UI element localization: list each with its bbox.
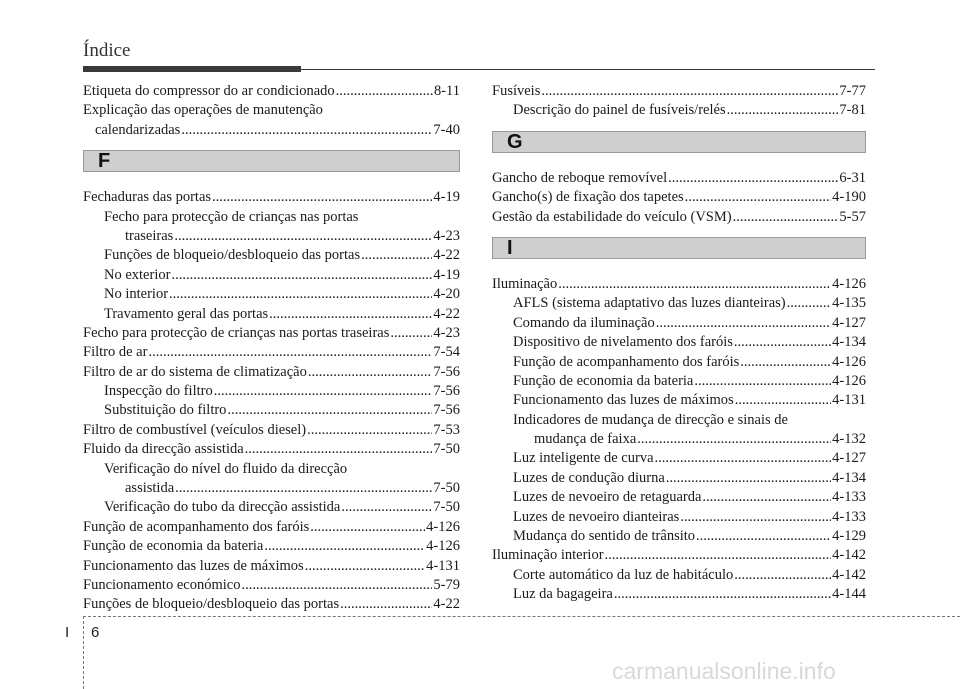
index-entry-page: 4-142 [832, 566, 866, 583]
index-entry-page: 7-77 [839, 83, 866, 99]
index-entry [492, 469, 866, 488]
index-entry-text: Luz da bagageira [513, 586, 613, 603]
dot-leader [734, 333, 831, 352]
index-entry-text: Luzes de nevoeiro de retaguarda [513, 489, 702, 506]
index-entry-text: Filtro de ar do sistema de climatização [83, 363, 307, 380]
index-entry-page: 8-11 [433, 83, 460, 99]
left-pre-entries [83, 82, 460, 140]
index-entry [83, 440, 460, 459]
right-pre-entries [492, 82, 866, 121]
index-entry-text: Corte automático da luz de habitáculo [513, 566, 734, 583]
dot-leader [668, 169, 838, 188]
index-entry-text: Gancho(s) de fixação dos tapetes [492, 189, 684, 206]
dot-leader [735, 391, 831, 410]
index-entry [492, 449, 866, 468]
index-entry-text: Explicação das operações de manutenção [83, 102, 323, 119]
dot-leader [148, 343, 432, 362]
index-entry-text: Luzes de condução diurna [513, 469, 665, 486]
index-entry [492, 430, 866, 449]
index-entry-text: Funcionamento económico [83, 576, 241, 593]
index-entry [492, 391, 866, 410]
index-entry [492, 275, 866, 294]
index-entry-text: Travamento geral das portas [104, 305, 269, 322]
index-entry-text: Função de acompanhamento dos faróis [513, 353, 740, 370]
index-entry-page: 4-131 [426, 557, 460, 574]
index-entry-page: 7-53 [433, 421, 460, 438]
index-entry [492, 488, 866, 507]
dot-leader [541, 82, 838, 101]
index-entry-text: Dispositivo de nivelamento dos faróis [513, 334, 733, 351]
dot-leader [175, 479, 432, 498]
index-entry-page: 4-134 [832, 469, 866, 486]
index-entry-text: Luz inteligente de curva [513, 450, 654, 467]
index-entry [83, 421, 460, 440]
index-entry [492, 372, 866, 391]
index-entry-page: 4-23 [433, 227, 460, 244]
left-entries [83, 188, 460, 615]
index-entry-text: traseiras [125, 227, 174, 244]
index-entry-page: 7-50 [433, 499, 460, 516]
index-entry [83, 227, 460, 246]
index-entry-text: calendarizadas [95, 121, 181, 138]
index-entry-text: Iluminação [492, 275, 558, 292]
index-entry-text: Funções de bloqueio/desbloqueio das portas [83, 596, 340, 613]
index-entry-page: 4-23 [433, 324, 460, 341]
section-letter: F [98, 150, 111, 173]
dot-leader [390, 324, 432, 343]
dot-leader [340, 595, 432, 614]
index-entry-text: mudança de faixa [534, 431, 637, 448]
dot-leader [181, 121, 432, 140]
index-entry [492, 314, 866, 333]
index-entry-page: 4-129 [832, 528, 866, 545]
index-entry-text: Indicadores de mudança de direcção e sinais de [513, 411, 788, 428]
dot-leader [656, 314, 831, 333]
index-entry-text: Função de economia da bateria [513, 372, 694, 389]
dot-leader [305, 557, 425, 576]
index-entry-page: 4-126 [832, 353, 866, 370]
right-entries-i [492, 275, 866, 605]
index-entry-page: 6-31 [839, 169, 866, 186]
index-entry [492, 411, 866, 430]
index-entry [83, 595, 460, 614]
index-entry [83, 208, 460, 227]
index-entry-page: 4-135 [832, 295, 866, 312]
index-entry-page: 4-126 [426, 538, 460, 555]
index-entry-text: Etiqueta do compressor do ar condicionado [83, 83, 335, 99]
index-entry-page: 4-144 [832, 586, 866, 603]
dot-leader [174, 227, 432, 246]
section-letter: G [507, 130, 523, 153]
dot-leader [614, 585, 831, 604]
index-entry [83, 121, 460, 140]
index-entry [492, 101, 866, 120]
index-entry-text: Fluido da direcção assistida [83, 441, 244, 458]
index-entry [83, 246, 460, 265]
index-entry-page: 4-22 [433, 596, 460, 613]
index-entry-page: 7-40 [433, 121, 460, 138]
index-entry [83, 518, 460, 537]
index-entry-text: Iluminação interior [492, 547, 604, 564]
dot-leader [241, 576, 432, 595]
index-entry-page: 7-50 [433, 480, 460, 497]
index-entry-text: Fecho para protecção de crianças nas portas traseiras [83, 324, 390, 341]
index-entry [492, 353, 866, 372]
index-entry-text: AFLS (sistema adaptativo das luzes dianteiras) [513, 295, 786, 312]
index-entry [83, 498, 460, 517]
dot-leader [694, 372, 831, 391]
index-entry-text: No interior [104, 286, 169, 303]
index-entry-page: 7-56 [433, 402, 460, 419]
dot-leader [307, 421, 432, 440]
dot-leader [680, 508, 831, 527]
index-entry-text: Fecho para protecção de crianças nas portas [104, 208, 359, 225]
section-letter: I [507, 236, 513, 259]
dot-leader [637, 430, 831, 449]
dot-leader [245, 440, 433, 459]
index-entry-text: Filtro de ar [83, 344, 148, 361]
index-entry-page: 4-22 [433, 305, 460, 322]
footer-divider [83, 616, 85, 689]
index-entry-text: Funções de bloqueio/desbloqueio das portas [104, 247, 361, 264]
dot-leader [740, 353, 831, 372]
index-entry-text: Funcionamento das luzes de máximos [513, 392, 734, 409]
index-entry [83, 324, 460, 343]
index-entry-page: 4-126 [426, 518, 460, 535]
dot-leader [605, 546, 832, 565]
dot-leader [169, 285, 432, 304]
watermark: carmanualsonline.info [612, 658, 836, 684]
index-entry [83, 343, 460, 362]
dot-leader [787, 294, 832, 313]
index-entry-page: 7-56 [433, 383, 460, 400]
index-entry [83, 401, 460, 420]
dot-leader [264, 537, 425, 556]
index-entry-page: 4-20 [433, 286, 460, 303]
dot-leader [696, 527, 831, 546]
page-title: Índice [83, 40, 131, 61]
index-entry-text: Fechaduras das portas [83, 189, 212, 206]
dot-leader [558, 275, 831, 294]
index-entry-page: 7-54 [433, 344, 460, 361]
header-rule-thin [301, 69, 875, 70]
dot-leader [227, 401, 432, 420]
index-entry [83, 305, 460, 324]
index-entry-text: Mudança do sentido de trânsito [513, 528, 696, 545]
dot-leader [666, 469, 831, 488]
index-entry-page: 4-19 [433, 266, 460, 283]
index-entry-text: Comando da iluminação [513, 314, 655, 331]
index-entry [83, 537, 460, 556]
index-entry [492, 294, 866, 313]
index-entry-text: assistida [125, 480, 175, 497]
index-entry [492, 188, 866, 207]
index-entry-text: Verificação do tubo da direcção assistida [104, 499, 341, 516]
index-entry [83, 188, 460, 207]
index-entry-text: Descrição do painel de fusíveis/relés [513, 102, 726, 119]
index-entry [492, 333, 866, 352]
index-entry-text: Inspecção do filtro [104, 383, 213, 400]
dot-leader [171, 266, 432, 285]
index-entry [492, 527, 866, 546]
dot-leader [734, 566, 831, 585]
index-entry-page: 4-142 [832, 547, 866, 564]
dot-leader [214, 382, 433, 401]
index-entry-page: 4-190 [832, 189, 866, 206]
index-entry [83, 460, 460, 479]
index-entry-page: 4-22 [433, 247, 460, 264]
index-entry-text: Função de economia da bateria [83, 538, 264, 555]
index-entry-page: 4-131 [832, 392, 866, 409]
index-entry-text: No exterior [104, 266, 171, 283]
index-entry-page: 4-19 [433, 189, 460, 206]
index-entry-page: 7-81 [839, 102, 866, 119]
index-entry-text: Luzes de nevoeiro dianteiras [513, 508, 680, 525]
index-entry [83, 382, 460, 401]
dot-leader [269, 305, 432, 324]
index-entry-text: Fusíveis [492, 83, 541, 99]
index-entry-text: Função de acompanhamento dos faróis [83, 518, 310, 535]
dot-leader [361, 246, 432, 265]
section-header-i [492, 237, 866, 259]
index-entry-page: 4-127 [832, 450, 866, 467]
index-entry-page: 4-133 [832, 508, 866, 525]
index-entry [492, 82, 866, 101]
index-column-left [83, 82, 460, 615]
index-entry [492, 208, 866, 227]
index-entry-page: 4-132 [832, 431, 866, 448]
index-entry [83, 82, 460, 101]
header-rule-thick [83, 66, 301, 72]
dot-leader [336, 82, 433, 101]
index-column-right [492, 82, 866, 605]
dot-leader [212, 188, 432, 207]
dot-leader [655, 449, 832, 468]
dot-leader [733, 208, 839, 227]
index-entry-page: 4-126 [832, 275, 866, 292]
index-entry [83, 285, 460, 304]
index-entry-page: 7-56 [433, 363, 460, 380]
dot-leader [308, 363, 433, 382]
dot-leader [341, 498, 432, 517]
footer-section-letter: I [65, 624, 70, 641]
section-header-g [492, 131, 866, 153]
footer-page-number: 6 [91, 624, 100, 641]
index-entry [83, 363, 460, 382]
index-entry [492, 508, 866, 527]
index-entry-page: 5-79 [433, 576, 460, 593]
index-entry [83, 557, 460, 576]
index-entry-text: Filtro de combustível (veículos diesel) [83, 421, 307, 438]
index-entry-page: 4-133 [832, 489, 866, 506]
dot-leader [685, 188, 832, 207]
index-entry-page: 4-126 [832, 372, 866, 389]
index-entry [492, 546, 866, 565]
index-entry-page: 4-127 [832, 314, 866, 331]
index-entry-text: Verificação do nível do fluido da direcção [104, 460, 348, 477]
index-entry [492, 169, 866, 188]
section-header-f [83, 150, 460, 172]
index-entry-text: Gestão da estabilidade do veículo (VSM) [492, 208, 732, 225]
index-entry [492, 585, 866, 604]
index-entry-page: 7-50 [433, 441, 460, 458]
index-entry [492, 566, 866, 585]
index-entry [83, 576, 460, 595]
dot-leader [310, 518, 425, 537]
index-entry-page: 4-134 [832, 334, 866, 351]
index-entry-text: Funcionamento das luzes de máximos [83, 557, 304, 574]
index-entry [83, 479, 460, 498]
footer-rule [83, 616, 960, 617]
index-entry-text: Substituição do filtro [104, 402, 227, 419]
dot-leader [727, 101, 839, 120]
right-entries-g [492, 169, 866, 227]
dot-leader [702, 488, 831, 507]
index-entry-text: Gancho de reboque removível [492, 169, 668, 186]
index-entry-page: 5-57 [839, 208, 866, 225]
index-entry [83, 101, 460, 120]
index-entry [83, 266, 460, 285]
